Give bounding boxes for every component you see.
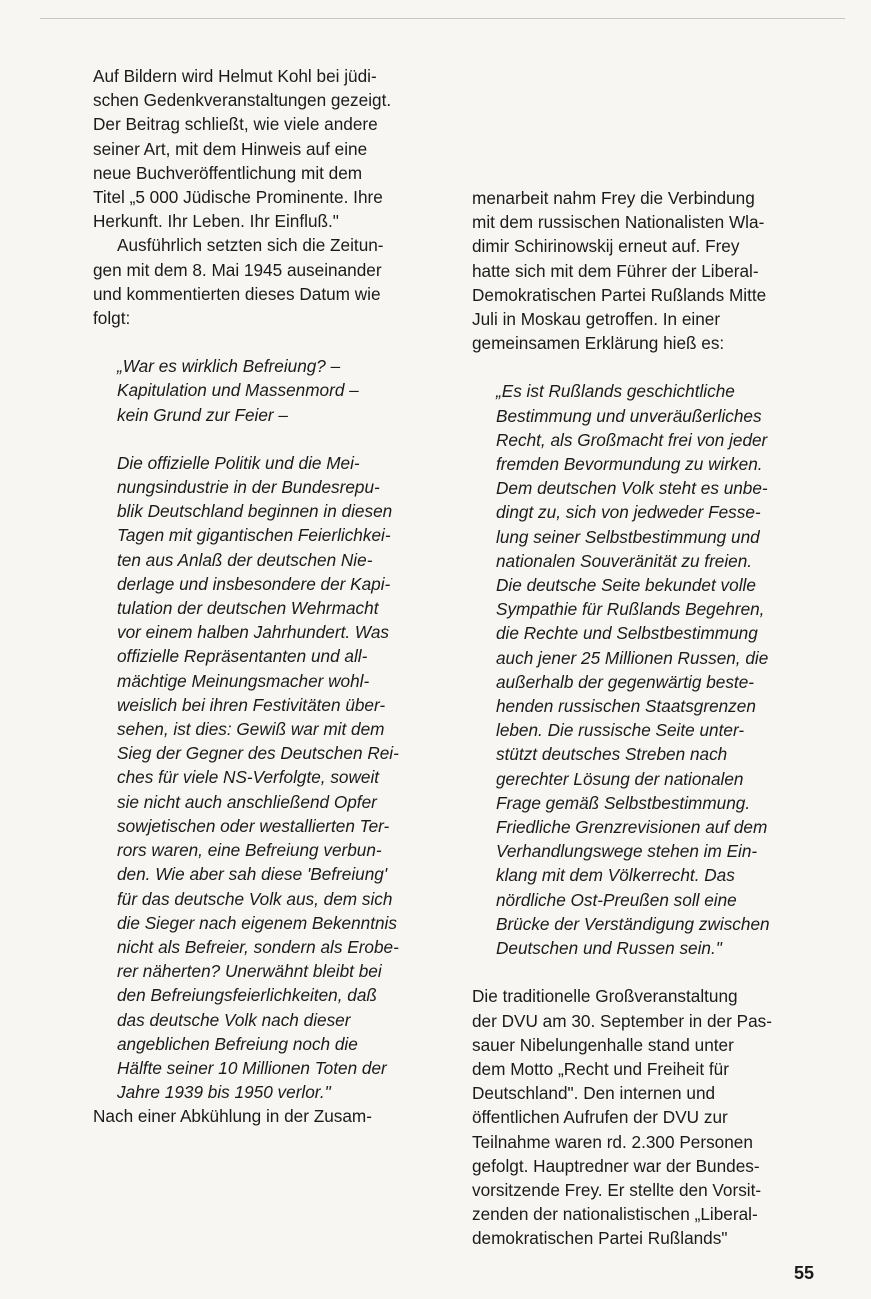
left-paragraph-1: [93, 64, 438, 233]
left-quote-heading: [93, 354, 438, 427]
text-line: sehen, ist dies: Gewiß war mit dem: [117, 719, 385, 740]
text-line: Herkunft. Ihr Leben. Ihr Einfluß.": [93, 211, 339, 232]
text-line: die Sieger nach eigenem Bekenntnis: [117, 912, 397, 933]
right-paragraph-2: [472, 984, 817, 1250]
text-line: Brücke der Verständigung zwischen: [496, 913, 770, 934]
text-line: sie nicht auch anschließend Opfer: [117, 791, 377, 812]
text-line: gen mit dem 8. Mai 1945 auseinander: [93, 259, 382, 280]
text-line: Die offizielle Politik und die Mei-: [117, 452, 360, 473]
text-line: „Es ist Rußlands geschichtliche: [496, 381, 735, 402]
text-line: demokratischen Partei Rußlands": [472, 1228, 728, 1249]
spacer: [472, 960, 817, 984]
text-line: Juli in Moskau getroffen. In einer: [472, 309, 721, 330]
text-line: Bestimmung und unveräußerliches: [496, 405, 762, 426]
text-line: klang mit dem Völkerrecht. Das: [496, 865, 735, 886]
text-line: „War es wirklich Befreiung? –: [117, 356, 341, 377]
text-line: Deutschland". Den internen und: [472, 1083, 716, 1104]
text-line: folgt:: [93, 308, 131, 329]
top-rule: [40, 18, 845, 19]
text-line: mächtige Meinungsmacher wohl-: [117, 670, 370, 691]
text-line: den. Wie aber sah diese 'Befreiung': [117, 864, 388, 885]
text-line: weislich bei ihren Festivitäten über-: [117, 694, 386, 715]
text-line: rer näherten? Unerwähnt bleibt bei: [117, 961, 382, 982]
text-line: Kapitulation und Massenmord –: [117, 380, 359, 401]
text-line: das deutsche Volk nach dieser: [117, 1009, 351, 1030]
text-line: gemeinsamen Erklärung hieß es:: [472, 333, 725, 354]
text-line: Frage gemäß Selbstbestimmung.: [496, 792, 751, 813]
text-line: sowjetischen oder westallierten Ter-: [117, 815, 390, 836]
text-line: Recht, als Großmacht frei von jeder: [496, 429, 768, 450]
spacer: [93, 427, 438, 451]
text-line: vor einem halben Jahrhundert. Was: [117, 622, 389, 643]
text-line: nationalen Souveränität zu freien.: [496, 550, 753, 571]
text-line: menarbeit nahm Frey die Verbindung: [472, 188, 755, 208]
text-line: Auf Bildern wird Helmut Kohl bei jüdi-: [93, 66, 377, 86]
text-line: Sympathie für Rußlands Begehren,: [496, 599, 765, 620]
text-line: mit dem russischen Nationalisten Wla-: [472, 212, 765, 233]
spacer: [93, 330, 438, 354]
text-line: tulation der deutschen Wehrmacht: [117, 598, 379, 619]
text-line: Friedliche Grenzrevisionen auf dem: [496, 817, 768, 838]
left-paragraph-3: [93, 1104, 438, 1128]
text-line: fremden Bevormundung zu wirken.: [496, 454, 763, 475]
right-column: [472, 186, 817, 1251]
text-line: auch jener 25 Millionen Russen, die: [496, 647, 769, 668]
text-line: Ausführlich setzten sich die Zeitun-: [117, 235, 384, 256]
text-line: nördliche Ost-Preußen soll eine: [496, 889, 737, 910]
text-line: hatte sich mit dem Führer der Liberal-: [472, 260, 759, 281]
text-line: stützt deutsches Streben nach: [496, 744, 728, 765]
text-line: angeblichen Befreiung noch die: [117, 1033, 358, 1054]
text-line: sauer Nibelungenhalle stand unter: [472, 1034, 734, 1055]
page-number: 55: [794, 1263, 815, 1283]
text-line: Deutschen und Russen sein.": [496, 938, 722, 959]
text-line: die Rechte und Selbstbestimmung: [496, 623, 758, 644]
text-line: den Befreiungsfeierlichkeiten, daß: [117, 985, 377, 1006]
text-line: nungsindustrie in der Bundesrepu-: [117, 477, 380, 498]
text-line: blik Deutschland beginnen in diesen: [117, 501, 393, 522]
text-line: Die deutsche Seite bekundet volle: [496, 575, 756, 596]
text-line: Die traditionelle Großveranstaltung: [472, 986, 738, 1007]
text-line: leben. Die russische Seite unter-: [496, 720, 745, 741]
text-line: offizielle Repräsentanten und all-: [117, 646, 368, 667]
text-line: Hälfte seiner 10 Millionen Toten der: [117, 1057, 387, 1078]
text-line: Teilnahme waren rd. 2.300 Personen: [472, 1131, 753, 1152]
text-line: für das deutsche Volk aus, dem sich: [117, 888, 393, 909]
text-line: außerhalb der gegenwärtig beste-: [496, 671, 754, 692]
text-line: vorsitzende Frey. Er stellte den Vorsit-: [472, 1179, 762, 1200]
text-line: derlage und insbesondere der Kapi-: [117, 573, 391, 594]
text-line: Jahre 1939 bis 1950 verlor.": [117, 1082, 331, 1103]
spacer: [472, 355, 817, 379]
text-line: Sieg der Gegner des Deutschen Rei-: [117, 743, 399, 764]
left-paragraph-2: [93, 233, 438, 330]
left-column: [93, 64, 438, 1129]
text-line: der DVU am 30. September in der Pas-: [472, 1010, 772, 1031]
text-line: neue Buchveröffentlichung mit dem: [93, 162, 363, 183]
text-line: gerechter Lösung der nationalen: [496, 768, 744, 789]
text-line: nicht als Befreier, sondern als Erobe-: [117, 936, 399, 957]
right-paragraph-1: [472, 186, 817, 355]
text-line: Nach einer Abkühlung in der Zusam-: [93, 1106, 372, 1127]
text-line: Verhandlungswege stehen im Ein-: [496, 841, 758, 862]
text-line: henden russischen Staatsgrenzen: [496, 696, 756, 717]
text-line: seiner Art, mit dem Hinweis auf eine: [93, 138, 368, 159]
text-line: öffentlichen Aufrufen der DVU zur: [472, 1107, 728, 1128]
text-line: rors waren, eine Befreiung verbun-: [117, 840, 382, 861]
text-line: schen Gedenkveranstaltungen gezeigt.: [93, 90, 392, 111]
text-line: Demokratischen Partei Rußlands Mitte: [472, 284, 767, 305]
text-line: dimir Schirinowskij erneut auf. Frey: [472, 236, 740, 257]
text-line: ches für viele NS-Verfolgte, soweit: [117, 767, 380, 788]
text-line: dem Motto „Recht und Freiheit für: [472, 1058, 729, 1079]
right-quote: [472, 379, 817, 960]
text-line: und kommentierten dieses Datum wie: [93, 283, 381, 304]
text-line: dingt zu, sich von jedweder Fesse-: [496, 502, 761, 523]
text-line: Dem deutschen Volk steht es unbe-: [496, 478, 768, 499]
text-line: Tagen mit gigantischen Feierlichkei-: [117, 525, 391, 546]
text-line: Der Beitrag schließt, wie viele andere: [93, 114, 378, 135]
text-line: Titel „5 000 Jüdische Prominente. Ihre: [93, 187, 383, 208]
text-line: lung seiner Selbstbestimmung und: [496, 526, 760, 547]
text-line: zenden der nationalistischen „Liberal-: [472, 1204, 758, 1225]
left-quote-body: [93, 451, 438, 1104]
text-line: ten aus Anlaß der deutschen Nie-: [117, 549, 373, 570]
text-line: kein Grund zur Feier –: [117, 404, 288, 425]
text-line: gefolgt. Hauptredner war der Bundes-: [472, 1155, 760, 1176]
